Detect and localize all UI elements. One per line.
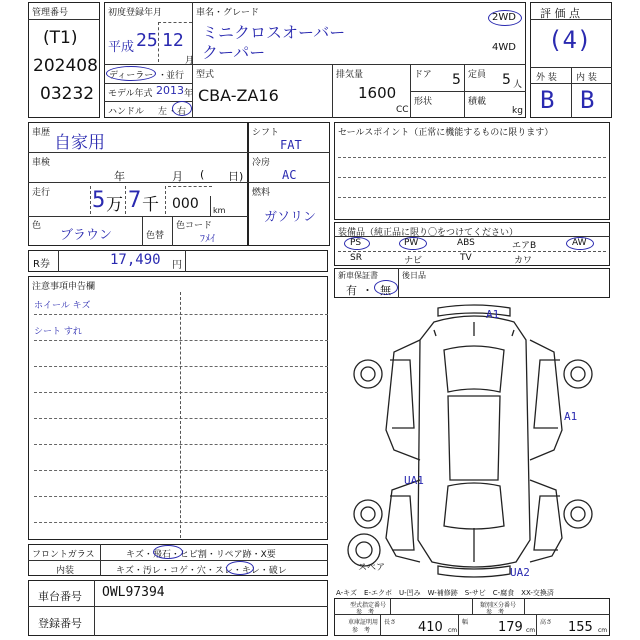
damage-ua2: UA2 <box>510 566 530 579</box>
dealer-import: 並行 <box>166 71 185 81</box>
warranty-after-label: 後日品 <box>402 271 426 280</box>
recycle-value: 17,490 <box>110 252 161 268</box>
first-reg-month-unit: 月 <box>185 56 195 66</box>
equip-abs: ABS <box>457 238 475 248</box>
model-label: 型式 <box>196 70 215 80</box>
spare-label: スペア <box>358 563 386 573</box>
inspection-year: 年 <box>114 170 125 183</box>
width-label: 幅 <box>462 619 469 626</box>
usage-label: 車歴 <box>32 128 51 138</box>
class-spec-ref: 参 考 <box>486 609 505 616</box>
sales-point-label: セールスポイント（正常に機能するものに限ります） <box>338 128 554 138</box>
cert-label: 車庫証明用 <box>348 619 379 626</box>
capacity-label: 定員 <box>468 70 487 80</box>
notes-line2: シート すれ <box>34 327 82 337</box>
rating-label: 評 価 点 <box>540 7 580 20</box>
width-value: 179 <box>498 620 523 635</box>
model-spec-label: 型式指定番号 <box>350 602 387 609</box>
handle-right: 右 <box>177 107 187 117</box>
fuel-value: ガソリン <box>264 210 317 225</box>
color-value: ブラウン <box>60 228 113 243</box>
capacity-value: 5 <box>502 72 511 88</box>
equip-pw: PW <box>404 238 419 248</box>
mileage-rest: 000 <box>172 196 199 212</box>
first-reg-label: 初度登録年月 <box>108 8 163 18</box>
displacement-label: 排気量 <box>336 70 364 80</box>
height-unit: cm <box>598 627 608 634</box>
fuel-label: 燃料 <box>252 188 271 198</box>
model-year-unit: 年 <box>184 89 194 99</box>
chassis-label: 車台番号 <box>38 590 82 603</box>
equip-airbag: エアB <box>512 241 537 251</box>
color-repaint: 色替 <box>146 231 165 241</box>
car-name-line2: クーパー <box>202 43 266 62</box>
windshield-label: フロントガラス <box>32 550 95 560</box>
dealer-sep: ・ <box>158 71 168 81</box>
inspection-label: 車検 <box>32 158 51 168</box>
drive-2wd: 2WD <box>492 12 516 23</box>
doors-label: ドア <box>414 70 432 80</box>
shift-label: シフト <box>252 128 280 138</box>
length-unit: cm <box>448 627 458 634</box>
equip-aw: AW <box>572 238 587 248</box>
first-reg-era: 平成 <box>108 40 135 55</box>
class-spec-label: 類別区分番号 <box>480 602 517 609</box>
car-outline <box>334 300 610 582</box>
model-spec-ref: 参 考 <box>356 609 375 616</box>
notes-label: 注意事項申告欄 <box>32 282 96 292</box>
interior-options: キズ・汚レ・コゲ・穴・スレ・キレ・破レ <box>116 566 287 576</box>
aircon-value: AC <box>282 168 297 182</box>
damage-a1-top: A1 <box>486 308 500 321</box>
equip-navi: ナビ <box>404 256 423 266</box>
interior-wear-circle <box>226 561 254 575</box>
rating-value: (4) <box>548 26 592 54</box>
height-value: 155 <box>568 620 593 635</box>
recycle-unit: 円 <box>172 260 182 271</box>
capacity-unit: 人 <box>513 80 523 90</box>
chassis-value: OWL97394 <box>102 585 165 600</box>
warranty-sep: ・ <box>362 284 373 297</box>
mileage-label: 走行 <box>32 188 51 198</box>
drive-4wd: 4WD <box>492 42 516 53</box>
height-label: 高さ <box>540 619 553 626</box>
mgmt-line3: 03232 <box>40 84 95 104</box>
mileage-sen: 千 <box>142 195 159 215</box>
color-code-label: 色コード <box>176 221 213 231</box>
notes-line1: ホイール キズ <box>34 301 91 311</box>
length-label: 長さ <box>384 619 397 626</box>
warranty-label: 新車保証書 <box>338 271 378 280</box>
equip-sr: SR <box>350 253 362 263</box>
ext-label: 外 装 <box>536 73 557 83</box>
warranty-yes: 有 <box>346 284 357 297</box>
displacement-value: 1600 <box>358 84 397 102</box>
damage-legend: A-キズ E-エクボ U-凹み W-補修跡 S-サビ C-腐食 XX-交換済 <box>336 589 554 597</box>
mileage-unit: km <box>213 206 226 215</box>
length-value: 410 <box>418 620 443 635</box>
color-label: 色 <box>32 221 42 231</box>
car-name-label: 車名・グレード <box>196 8 260 18</box>
mgmt-label: 管理番号 <box>32 8 69 18</box>
handle-left: 左 <box>158 107 168 117</box>
mileage-man-num: 5 <box>92 188 106 213</box>
model-value: CBA-ZA16 <box>198 86 279 105</box>
inspection-month: 月 <box>172 170 183 183</box>
car-name-line1: ミニクロスオーバー <box>202 23 346 42</box>
equip-tv: TV <box>460 253 472 263</box>
color-code-value: ﾌﾒｲ <box>200 234 215 245</box>
equip-ps: PS <box>350 238 362 248</box>
equipment-label: 装備品（純正品に限り〇をつけてください） <box>338 228 519 238</box>
aircon-label: 冷房 <box>252 158 271 168</box>
int-label: 内 装 <box>576 73 597 83</box>
handle-sep: ・ <box>168 107 178 117</box>
damage-a1-right: A1 <box>564 410 578 423</box>
mileage-man: 万 <box>106 195 123 215</box>
first-reg-month: 12 <box>162 30 184 51</box>
dealer-label: ディーラー <box>109 71 154 81</box>
mileage-sen-num: 7 <box>128 188 142 213</box>
handle-label: ハンドル <box>108 107 145 117</box>
damage-diagram <box>334 300 610 582</box>
width-unit: cm <box>526 627 536 634</box>
warranty-no: 無 <box>380 284 391 297</box>
usage-value: 自家用 <box>54 133 105 153</box>
windshield-options: キズ・飛石・ヒビ割・リペア跡・X要 <box>126 550 276 560</box>
ext-value: B <box>540 86 555 114</box>
damage-ua1: UA1 <box>404 474 424 487</box>
windshield-chip-circle <box>153 545 183 559</box>
interior-label: 内装 <box>56 566 75 576</box>
registration-label: 登録番号 <box>38 617 82 630</box>
cert-ref: 参 考 <box>352 627 371 634</box>
int-value: B <box>580 86 595 114</box>
shift-value: FAT <box>280 138 302 152</box>
equip-leather: カワ <box>514 256 533 266</box>
inspection-open: ( <box>200 168 205 181</box>
doors-value: 5 <box>452 72 461 88</box>
shape-label: 形状 <box>414 97 433 107</box>
mgmt-line2: 202408 <box>33 56 98 76</box>
mgmt-line1: (T1) <box>43 28 78 48</box>
recycle-label: R券 <box>33 259 50 270</box>
load-label: 積載 <box>468 97 487 107</box>
inspection-day: 日) <box>228 170 244 183</box>
model-year-label: モデル年式 <box>108 89 153 99</box>
first-reg-year: 25 <box>136 30 158 51</box>
load-unit: kg <box>512 106 523 116</box>
notes-box <box>28 276 328 540</box>
model-year-value: 2013 <box>156 84 184 97</box>
displacement-unit: CC <box>396 105 409 115</box>
